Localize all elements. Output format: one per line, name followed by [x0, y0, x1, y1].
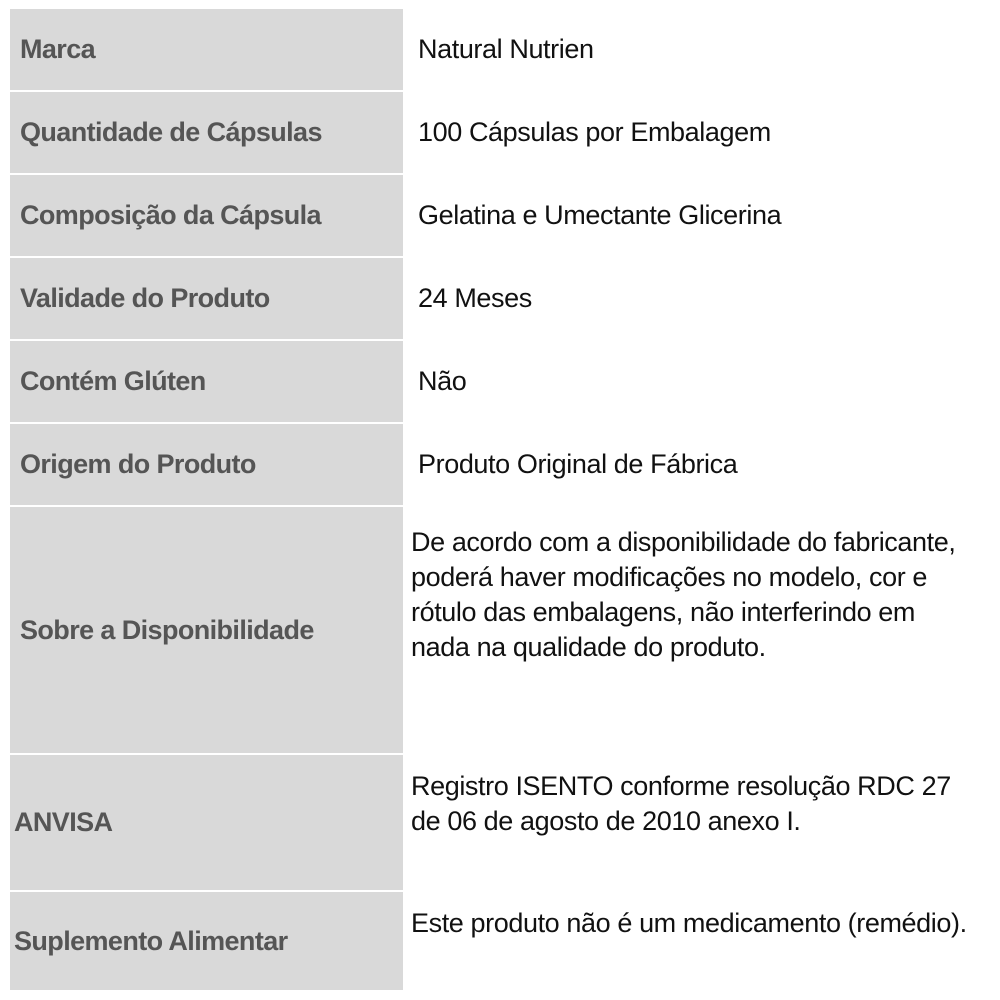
spec-value: Natural Nutrien [418, 34, 594, 64]
spec-label: Validade do Produto [20, 283, 270, 313]
spec-value: Este produto não é um medicamento (remédio). [411, 908, 967, 938]
spec-value-cell [405, 9, 995, 90]
spec-row-anvisa [0, 755, 1000, 890]
spec-label: Quantidade de Cápsulas [20, 117, 322, 147]
spec-value-cell [405, 175, 995, 256]
spec-row-quantidade [0, 92, 1000, 173]
spec-label-cell [10, 507, 403, 753]
spec-value-cell [405, 892, 995, 990]
spec-row-marca [0, 9, 1000, 90]
spec-value-cell [405, 258, 995, 339]
spec-row-validade [0, 258, 1000, 339]
spec-value: 100 Cápsulas por Embalagem [418, 117, 771, 147]
spec-label-cell [10, 258, 403, 339]
spec-label-cell [10, 755, 403, 890]
spec-label-cell [10, 424, 403, 505]
spec-row-gluten [0, 341, 1000, 422]
spec-label: ANVISA [14, 807, 113, 837]
spec-label-cell [10, 9, 403, 90]
spec-label-cell [10, 892, 403, 990]
spec-value: Gelatina e Umectante Glicerina [418, 200, 782, 230]
spec-label-cell [10, 175, 403, 256]
spec-value-cell [405, 92, 995, 173]
spec-value-cell [405, 424, 995, 505]
spec-label-cell [10, 341, 403, 422]
spec-row-composicao [0, 175, 1000, 256]
spec-value: Registro ISENTO conforme resolução RDC 27 de 06 de agosto de 2010 anexo I. [411, 771, 951, 836]
spec-label: Suplemento Alimentar [14, 925, 288, 956]
spec-label: Composição da Cápsula [20, 200, 321, 230]
spec-value: 24 Meses [418, 283, 532, 313]
spec-value-cell [405, 755, 995, 890]
spec-row-disponibilidade [0, 507, 1000, 753]
spec-value: De acordo com a disponibilidade do fabricante, poderá haver modificações no modelo, cor e rótulo das embalagens, não interferindo em nada na qualidade do produto. [411, 527, 956, 662]
spec-value: Não [418, 366, 467, 396]
spec-label: Origem do Produto [20, 449, 256, 479]
spec-row-suplemento [0, 892, 1000, 990]
spec-value: Produto Original de Fábrica [418, 449, 738, 479]
spec-value-cell [405, 341, 995, 422]
spec-label: Sobre a Disponibilidade [20, 614, 314, 645]
spec-value-cell [405, 507, 995, 753]
spec-label: Marca [20, 34, 96, 64]
spec-label-cell [10, 92, 403, 173]
spec-row-origem [0, 424, 1000, 505]
spec-label: Contém Glúten [20, 366, 206, 396]
